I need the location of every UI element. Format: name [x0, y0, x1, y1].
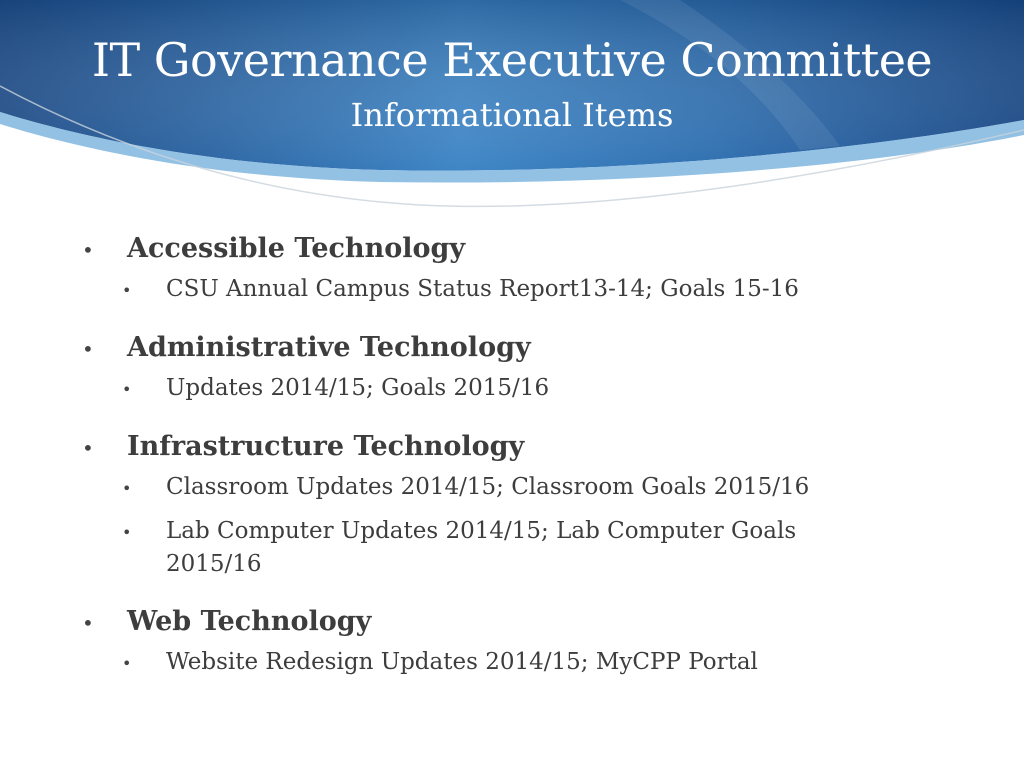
list-item-text: CSU Annual Campus Status Report13-14; Goals 15-16: [166, 276, 799, 302]
list-item-text: Updates 2014/15; Goals 2015/16: [166, 375, 550, 401]
sub-bullet-dot: •: [122, 654, 132, 673]
list-item-text: Website Redesign Updates 2014/15; MyCPP Portal: [166, 649, 758, 675]
section-heading: Web Technology: [127, 606, 372, 637]
section-heading: Infrastructure Technology: [127, 431, 525, 462]
list-item-text: Lab Computer Updates 2014/15; Lab Computer Goals 2015/16: [166, 518, 797, 577]
section-heading: Administrative Technology: [127, 332, 531, 363]
bullet-dot: •: [82, 436, 94, 460]
sub-bullet-dot: •: [122, 380, 132, 399]
section-heading: Accessible Technology: [127, 233, 466, 264]
bullet-list: [82, 230, 982, 702]
list-item: [122, 646, 842, 680]
section-web-technology: [82, 603, 982, 680]
bullet-dot: •: [82, 337, 94, 361]
sub-bullet-dot: •: [122, 281, 132, 300]
slide-subtitle: Informational Items: [350, 96, 674, 134]
list-item: [122, 515, 842, 581]
sub-bullet-dot: •: [122, 523, 132, 542]
sub-bullet-dot: •: [122, 479, 132, 498]
section-administrative-technology: [82, 329, 982, 406]
bullet-dot: •: [82, 611, 94, 635]
bullet-dot: •: [82, 238, 94, 262]
list-item: [122, 372, 842, 406]
slide-title: IT Governance Executive Committee: [91, 33, 933, 87]
list-item: [122, 471, 842, 505]
list-item: [122, 273, 842, 307]
list-item-text: Classroom Updates 2014/15; Classroom Goals 2015/16: [166, 474, 810, 500]
section-accessible-technology: [82, 230, 982, 307]
section-infrastructure-technology: [82, 428, 982, 581]
